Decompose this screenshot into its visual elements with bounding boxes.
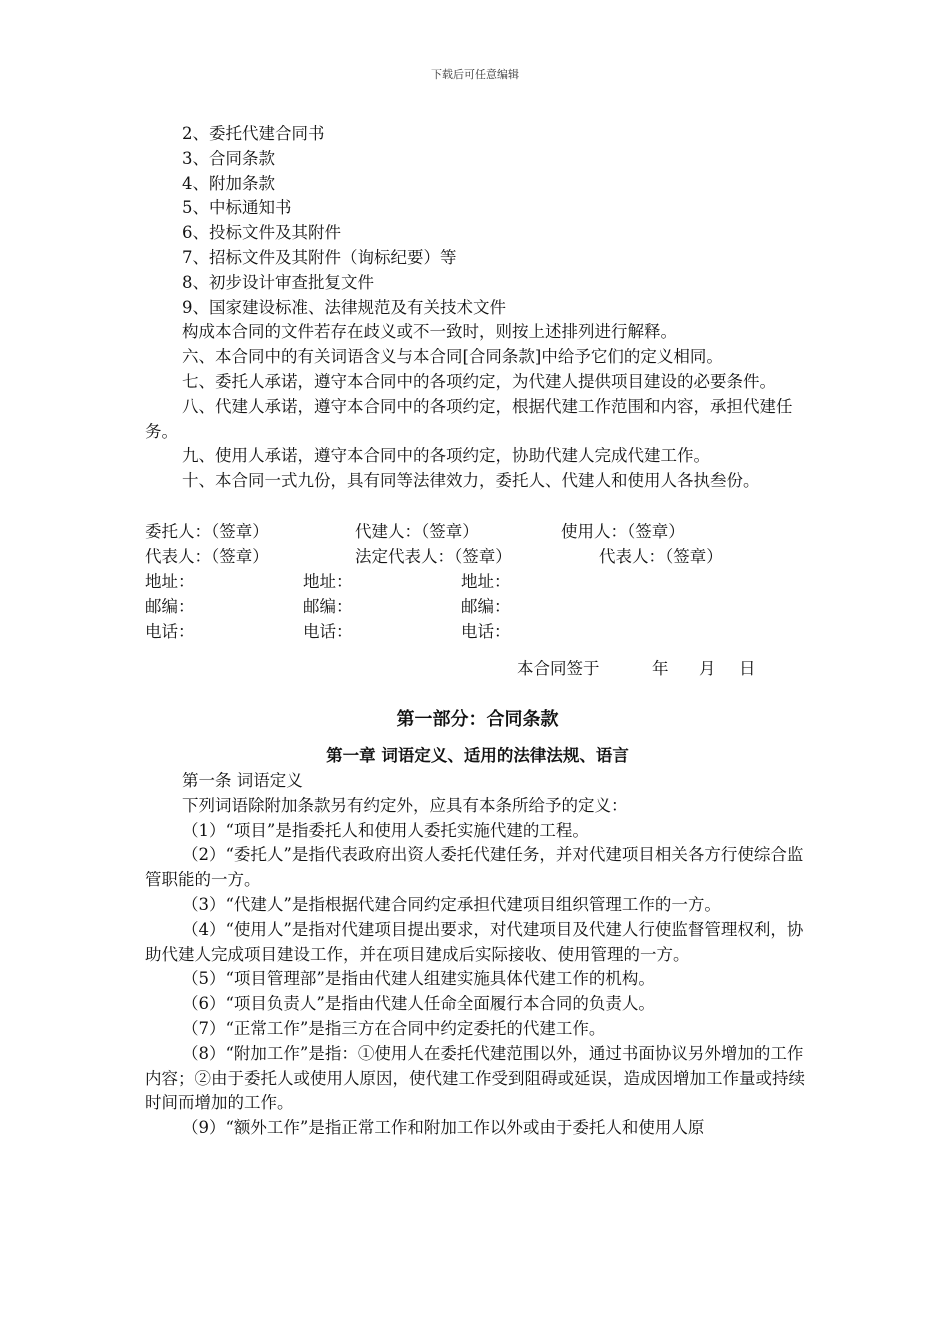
list-item: 7、招标文件及其附件（询标纪要）等 [182, 247, 457, 267]
definition-item: （7）“正常工作”是指三方在合同中约定委托的代建工作。 [182, 1018, 606, 1038]
list-item: 8、初步设计审查批复文件 [182, 272, 374, 292]
definition-item: （5）“项目管理部”是指由代建人组建实施具体代建工作的机构。 [182, 969, 655, 989]
definition-item: （4）“使用人”是指对代建项目提出要求，对代建项目及代建人行使监督管理权利，协助代建人完成项目建设工作，并在项目建成后实际接收、使用管理的一方。 [145, 919, 804, 964]
agent-legal-rep-signature: 法定代表人：（签章） [355, 546, 512, 566]
article-title: 第一条 词语定义 [182, 770, 303, 790]
postcode-row [145, 594, 810, 619]
list-item: 6、投标文件及其附件 [182, 223, 341, 243]
page-header: 下载后可任意编辑 [431, 68, 519, 81]
chapter-title: 第一章 词语定义、适用的法律法规、语言 [326, 745, 629, 765]
address-row [145, 569, 810, 594]
list-item: 4、附加条款 [182, 173, 275, 193]
definition-item: （6）“项目负责人”是指由代建人任命全面履行本合同的负责人。 [182, 994, 655, 1014]
phone-row [145, 619, 810, 644]
agent-signature: 代建人：（签章） [355, 521, 479, 541]
phone-label: 电话： [461, 621, 511, 641]
date-day: 日 [739, 658, 756, 678]
address-label: 地址： [461, 571, 511, 591]
signature-block [145, 519, 810, 644]
user-rep-signature: 代表人：（签章） [599, 546, 723, 566]
definition-item: （9）“额外工作”是指正常工作和附加工作以外或由于委托人和使用人原 [182, 1118, 705, 1138]
definition-item: （8）“附加工作”是指：①使用人在委托代建范围以外，通过书面协议另外增加的工作内容；②由于委托人或使用人原因，使代建工作受到阻碍或延误，造成因增加工作量或持续时间而增加的工作。 [145, 1043, 805, 1113]
address-label: 地址： [303, 571, 353, 591]
postcode-label: 邮编： [303, 596, 353, 616]
definition-item: （2）“委托人”是指代表政府出资人委托代建任务，并对代建项目相关各方行使综合监管职能的一方。 [145, 845, 804, 890]
address-label: 地址： [145, 571, 195, 591]
principal-signature: 委托人：（签章） [145, 521, 269, 541]
signature-row-parties [145, 519, 810, 544]
definition-item: （3）“代建人”是指根据代建合同约定承担代建项目组织管理工作的一方。 [182, 894, 721, 914]
clause-7: 七、委托人承诺，遵守本合同中的各项约定，为代建人提供项目建设的必要条件。 [182, 371, 776, 391]
date-prefix: 本合同签于 [517, 658, 600, 678]
clause-8: 八、代建人承诺，遵守本合同中的各项约定，根据代建工作范围和内容，承担代建任务。 [145, 396, 793, 441]
part-title: 第一部分：合同条款 [396, 708, 559, 730]
clause-6: 六、本合同中的有关词语含义与本合同[合同条款]中给予它们的定义相同。 [182, 347, 723, 367]
signing-date [145, 656, 810, 681]
phone-label: 电话： [145, 621, 195, 641]
date-month: 月 [699, 658, 716, 678]
principal-rep-signature: 代表人：（签章） [145, 546, 269, 566]
user-signature: 使用人：（签章） [561, 521, 685, 541]
postcode-label: 邮编： [145, 596, 195, 616]
article-intro: 下列词语除附加条款另有约定外，应具有本条所给予的定义： [182, 795, 628, 815]
definition-item: （1）“项目”是指委托人和使用人委托实施代建的工程。 [182, 820, 589, 840]
clause-10: 十、本合同一式九份，具有同等法律效力，委托人、代建人和使用人各执叁份。 [182, 471, 760, 491]
list-item: 9、国家建设标准、法律规范及有关技术文件 [182, 297, 506, 317]
list-item: 2、委托代建合同书 [182, 124, 325, 143]
document-body [145, 122, 810, 1141]
priority-paragraph: 构成本合同的文件若存在歧义或不一致时，则按上述排列进行解释。 [182, 322, 677, 342]
list-item: 5、中标通知书 [182, 198, 292, 218]
phone-label: 电话： [303, 621, 353, 641]
postcode-label: 邮编： [461, 596, 511, 616]
signature-row-representatives [145, 544, 810, 569]
clause-9: 九、使用人承诺，遵守本合同中的各项约定，协助代建人完成代建工作。 [182, 446, 710, 466]
list-item: 3、合同条款 [182, 148, 275, 168]
date-year: 年 [652, 658, 669, 678]
